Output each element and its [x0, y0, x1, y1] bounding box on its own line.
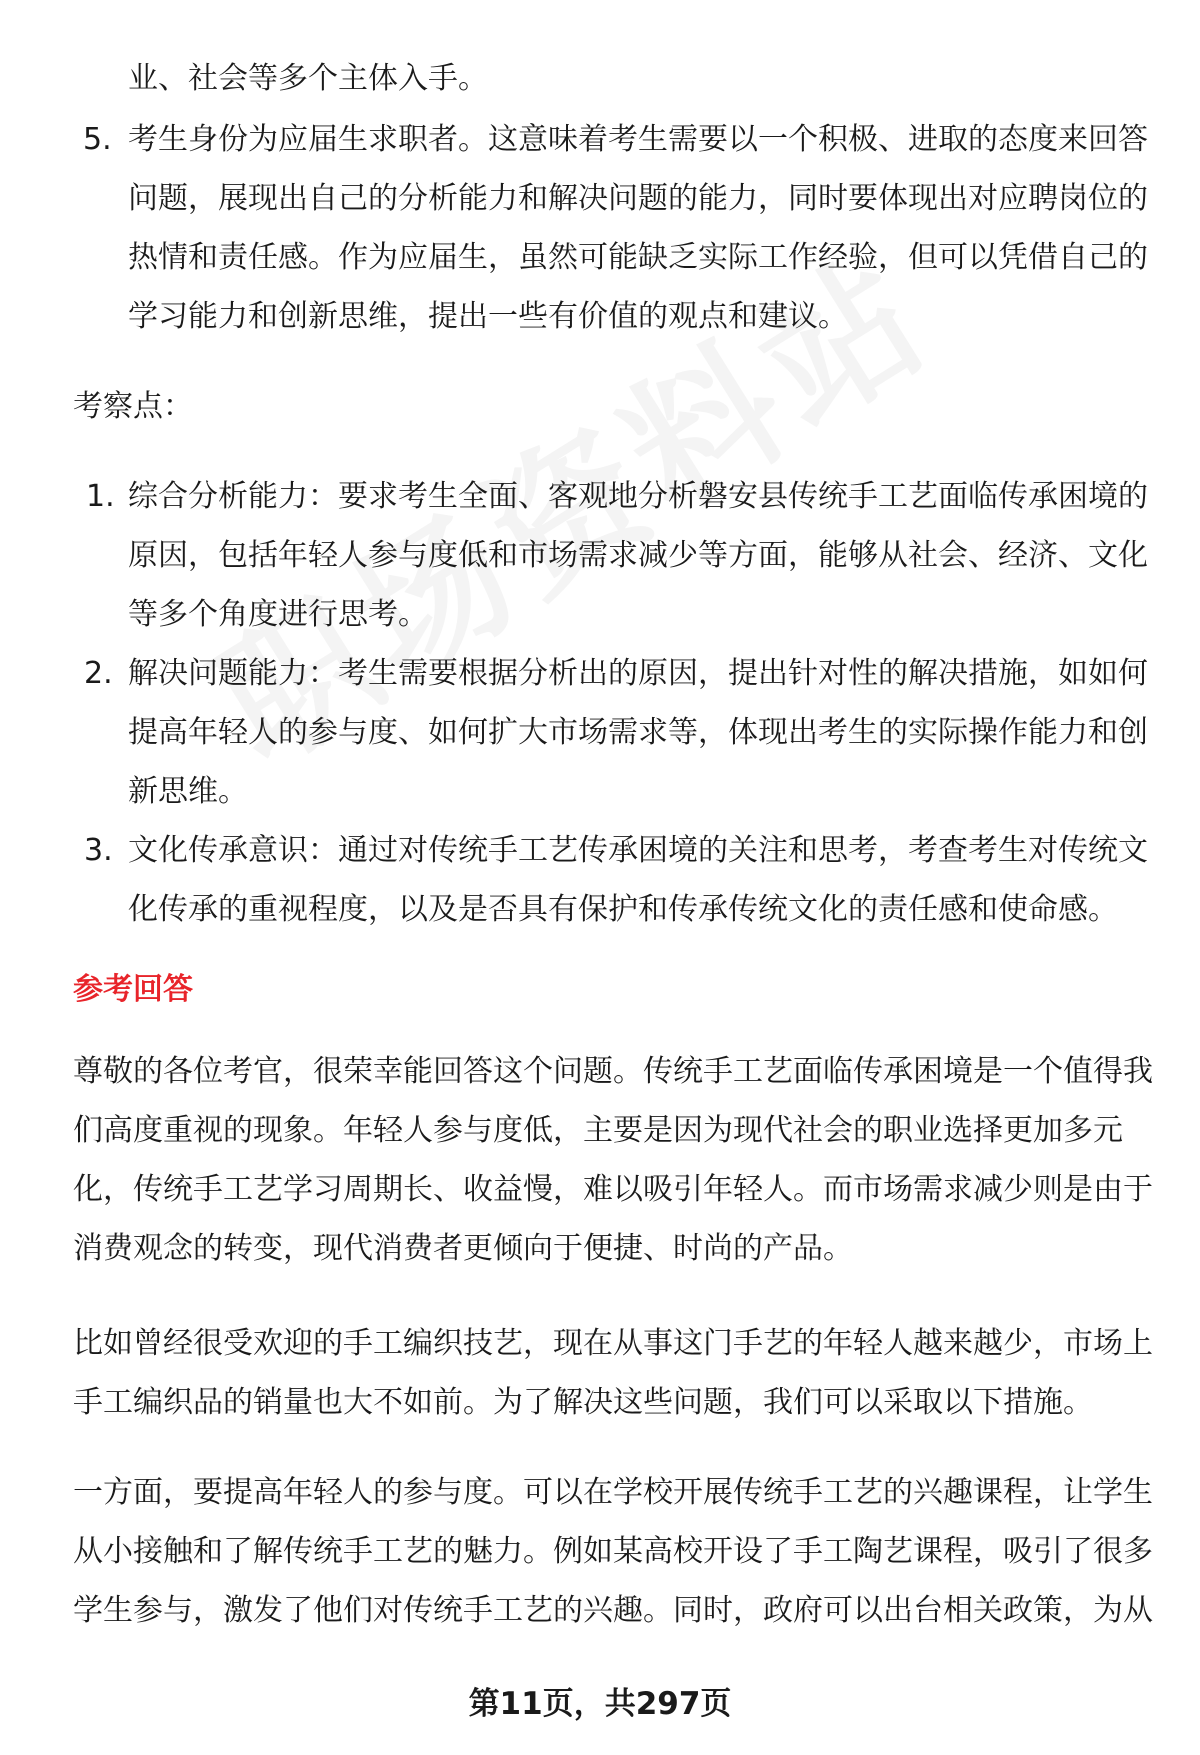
list-item-line: 等多个角度进行思考。 [128, 597, 428, 632]
paragraph-line: 尊敬的各位考官，很荣幸能回答这个问题。传统手工艺面临传承困境是一个值得我 [73, 1054, 1153, 1089]
list-item-line: 综合分析能力：要求考生全面、客观地分析磐安县传统手工艺面临传承困境的 [128, 479, 1148, 514]
list-item-line: 考生身份为应届生求职者。这意味着考生需要以一个积极、进取的态度来回答 [128, 122, 1148, 157]
paragraph-line: 们高度重视的现象。年轻人参与度低，主要是因为现代社会的职业选择更加多元 [73, 1113, 1123, 1148]
paragraph-line: 比如曾经很受欢迎的手工编织技艺，现在从事这门手艺的年轻人越来越少，市场上 [73, 1326, 1153, 1361]
list-number: 2. [84, 656, 113, 691]
list-item-line: 热情和责任感。作为应届生，虽然可能缺乏实际工作经验，但可以凭借自己的 [128, 240, 1148, 275]
paragraph-line: 手工编织品的销量也大不如前。为了解决这些问题，我们可以采取以下措施。 [73, 1385, 1093, 1420]
list-number: 5. [83, 122, 112, 157]
paragraph-line: 化，传统手工艺学习周期长、收益慢，难以吸引年轻人。而市场需求减少则是由于 [73, 1172, 1153, 1207]
page-footer: 第11页，共297页 [468, 1686, 732, 1722]
list-item-line: 文化传承意识：通过对传统手工艺传承困境的关注和思考，考查考生对传统文 [128, 833, 1148, 868]
list-item-line: 化传承的重视程度，以及是否具有保护和传承传统文化的责任感和使命感。 [128, 892, 1118, 927]
points-label: 考察点： [73, 389, 193, 424]
list-item-line: 新思维。 [128, 774, 248, 809]
answer-heading: 参考回答 [73, 972, 193, 1007]
list-item-line: 提高年轻人的参与度、如何扩大市场需求等，体现出考生的实际操作能力和创 [128, 715, 1148, 750]
paragraph-line: 一方面，要提高年轻人的参与度。可以在学校开展传统手工艺的兴趣课程，让学生 [73, 1475, 1153, 1510]
list-number: 3. [84, 833, 113, 868]
paragraph-line: 消费观念的转变，现代消费者更倾向于便捷、时尚的产品。 [73, 1231, 853, 1266]
paragraph-line: 从小接触和了解传统手工艺的魅力。例如某高校开设了手工陶艺课程，吸引了很多 [73, 1534, 1153, 1569]
list-item-line: 问题，展现出自己的分析能力和解决问题的能力，同时要体现出对应聘岗位的 [128, 181, 1148, 216]
list-item-line: 学习能力和创新思维，提出一些有价值的观点和建议。 [128, 299, 848, 334]
list-item-line: 原因，包括年轻人参与度低和市场需求减少等方面，能够从社会、经济、文化 [128, 538, 1148, 573]
intro-tail-line: 业、社会等多个主体入手。 [128, 61, 488, 96]
list-number: 1. [86, 479, 115, 514]
paragraph-line: 学生参与，激发了他们对传统手工艺的兴趣。同时，政府可以出台相关政策，为从 [73, 1593, 1153, 1628]
list-item-line: 解决问题能力：考生需要根据分析出的原因，提出针对性的解决措施，如如何 [128, 656, 1148, 691]
